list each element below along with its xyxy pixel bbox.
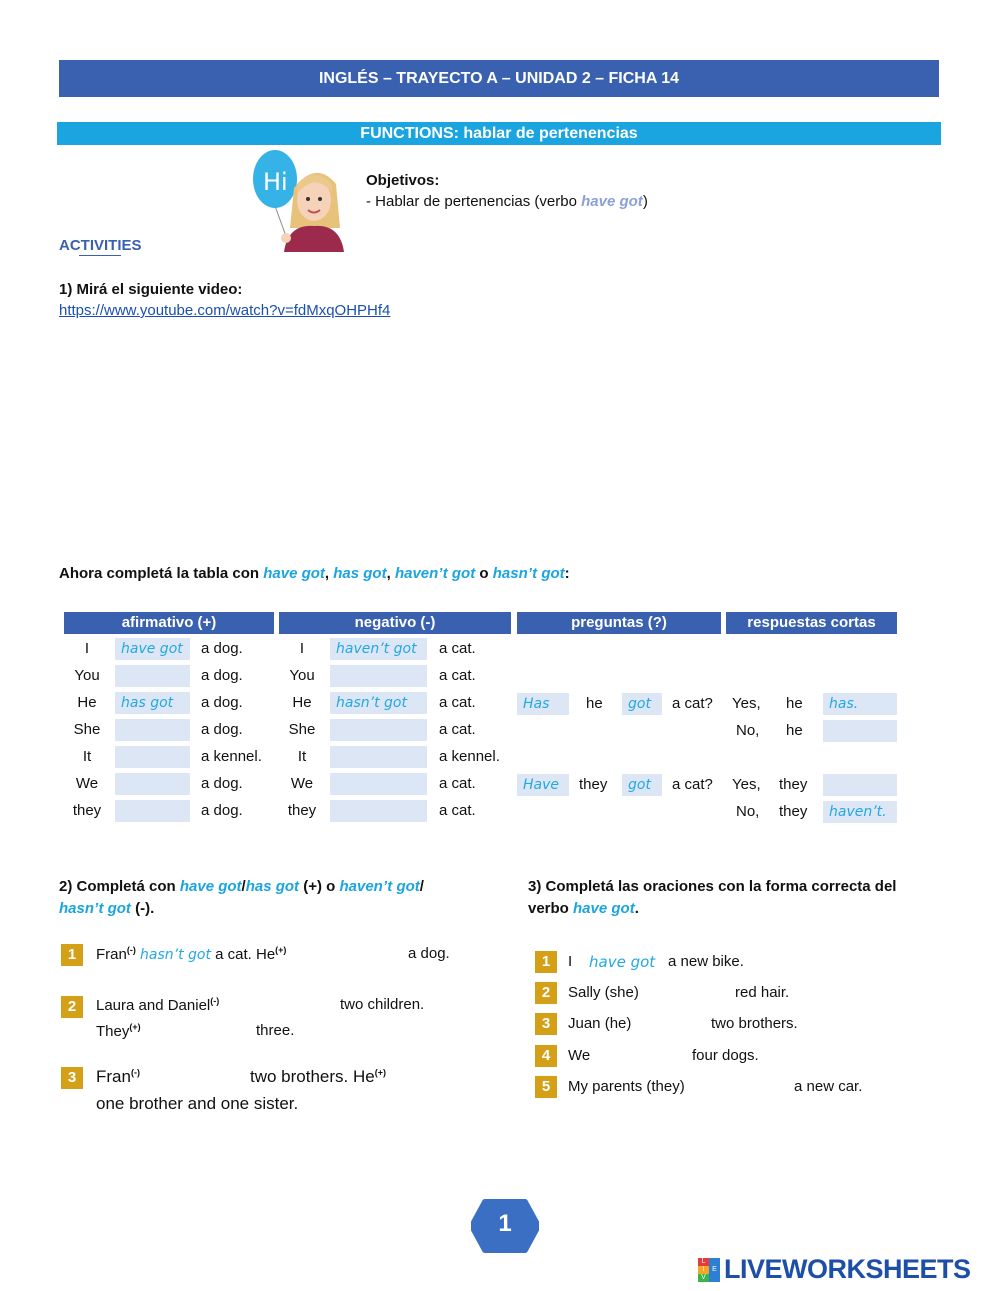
functions-banner: FUNCTIONS: hablar de pertenencias: [57, 122, 941, 145]
balloon-text: Hi: [263, 168, 288, 196]
aff-subject: She: [73, 721, 101, 738]
objetivos-text: [366, 193, 648, 210]
ex2-item2-c: They: [96, 1023, 130, 1040]
aff-subject: It: [82, 748, 92, 765]
instr-c2: ,: [386, 565, 395, 582]
ex2-s1: /: [241, 878, 246, 895]
aff-subject: We: [75, 775, 99, 792]
ex3-rest: a new bike.: [668, 953, 744, 970]
ex3-subject: Sally (she): [568, 984, 639, 1001]
question-aux-input[interactable]: Has: [517, 693, 569, 715]
ex2-item2-a: Laura and Daniel: [96, 997, 211, 1014]
ex2-item1-a: Fran: [96, 946, 127, 963]
badge-l: L: [698, 1258, 709, 1266]
page-title: INGLÉS – TRAYECTO A – UNIDAD 2 – FICHA 14: [59, 60, 939, 97]
short-answer-subject: he: [786, 695, 803, 712]
aff-object: a dog.: [201, 667, 243, 684]
aff-input[interactable]: [115, 773, 190, 795]
neg-input[interactable]: [330, 665, 427, 687]
aff-subject: I: [84, 640, 90, 657]
ex3-rest: a new car.: [794, 1078, 863, 1095]
neg-answer: hasn’t got: [336, 695, 407, 711]
short-answer-subject: they: [779, 803, 808, 820]
short-answer-subject: they: [779, 776, 808, 793]
neg-input[interactable]: [330, 638, 427, 660]
ex2-item1-sup2: (+): [275, 945, 287, 955]
ex2-w2: has got: [245, 878, 300, 895]
objetivos-body: - Hablar de pertenencias (verbo: [366, 193, 582, 210]
instr-or: o: [475, 565, 493, 582]
ex2-w1: have got: [179, 878, 242, 895]
short-answer-subject: he: [786, 722, 803, 739]
ex3-subject: My parents (they): [568, 1078, 685, 1095]
objetivos-highlight: have got: [581, 193, 643, 210]
ex2-t2: (+) o: [299, 878, 340, 895]
ex3-subject: Juan (he): [568, 1015, 632, 1032]
neg-answer: haven’t got: [336, 641, 417, 657]
ex3-w: have got: [573, 900, 635, 917]
ex3-number-2: 2: [535, 982, 557, 1004]
ex3-rest: red hair.: [735, 984, 790, 1001]
ex2-item3-sup2: (+): [374, 1067, 386, 1078]
ex3-answer-input[interactable]: have got: [589, 953, 656, 971]
aff-subject: You: [74, 667, 100, 684]
badge-e: E: [709, 1258, 720, 1282]
ex3-t1: 3) Completá las oraciones con la forma correcta del: [528, 878, 897, 895]
aff-answer: has got: [121, 695, 174, 711]
instr-w3: haven’t got: [394, 565, 476, 582]
ex2-answer-input[interactable]: hasn’t got: [140, 947, 211, 963]
ex3-number-4: 4: [535, 1045, 557, 1067]
neg-object: a cat.: [439, 667, 476, 684]
ex2-item2-sup2: (+): [129, 1022, 141, 1032]
ex3-number-3: 3: [535, 1013, 557, 1035]
neg-object: a cat.: [439, 640, 476, 657]
liveworksheets-logo-icon: [698, 1258, 720, 1282]
short-answer-input[interactable]: [823, 720, 897, 742]
short-answer-input[interactable]: haven’t.: [823, 801, 897, 823]
aff-subject: He: [77, 694, 97, 711]
ex2-item-3-c: one brother and one sister.: [96, 1094, 299, 1113]
table-instruction: [59, 565, 570, 582]
ex2-item-2: [96, 996, 219, 1014]
instr-w1: have got: [263, 565, 325, 582]
aff-input[interactable]: [115, 692, 190, 714]
short-answer-yn: Yes,: [732, 695, 761, 712]
question-subject: he: [586, 695, 603, 712]
instr-prefix: Ahora completá la tabla con: [59, 565, 264, 582]
question-object: a cat?: [672, 695, 713, 712]
aff-answer: have got: [121, 641, 183, 657]
neg-object: a cat.: [439, 802, 476, 819]
ex3-rest: two brothers.: [711, 1015, 798, 1032]
aff-input[interactable]: [115, 746, 190, 768]
ex2-number-1: 1: [61, 944, 83, 966]
instr-c1: ,: [324, 565, 334, 582]
activities-underline: [79, 255, 121, 256]
ex2-item3-a: Fran: [96, 1067, 131, 1086]
question-verb-input[interactable]: got: [622, 774, 662, 796]
badge-i: I: [698, 1266, 709, 1274]
neg-object: a kennel.: [439, 748, 500, 765]
ex2-item-2-line2: [96, 1022, 141, 1040]
neg-input[interactable]: [330, 800, 427, 822]
neg-subject: You: [289, 667, 315, 684]
ex3-number-5: 5: [535, 1076, 557, 1098]
header-negativo: negativo (-): [279, 612, 511, 634]
question-verb-input[interactable]: got: [622, 693, 662, 715]
ex3-t2: verbo: [528, 900, 574, 917]
short-answer-yn: No,: [736, 803, 760, 820]
ex2-title: [59, 876, 469, 920]
ex3-t3: .: [634, 900, 639, 917]
header-preguntas: preguntas (?): [517, 612, 721, 634]
aff-input[interactable]: [115, 719, 190, 741]
ex3-subject: I: [568, 953, 573, 970]
short-answer-yn: Yes,: [732, 776, 761, 793]
ex2-s2: /: [419, 878, 424, 895]
ex2-w3: haven’t got: [339, 878, 420, 895]
girl-with-balloon-illustration: [248, 148, 348, 252]
aff-object: a dog.: [201, 721, 243, 738]
ex3-subject: We: [568, 1047, 591, 1064]
aff-object: a dog.: [201, 694, 243, 711]
header-respuestas: respuestas cortas: [726, 612, 897, 634]
ex2-item3-sup1: (-): [130, 1067, 140, 1078]
ex3-title: [528, 876, 928, 920]
question-subject: they: [579, 776, 608, 793]
youtube-link[interactable]: https://www.youtube.com/watch?v=fdMxqOHPHf4: [59, 302, 391, 319]
short-answer-input[interactable]: has.: [823, 693, 897, 715]
badge-v: V: [698, 1274, 709, 1282]
instr-w2: has got: [333, 565, 387, 582]
ex2-item-1-end: a dog.: [408, 945, 450, 962]
ex2-item-2-b: two children.: [340, 996, 425, 1013]
neg-subject: He: [292, 694, 312, 711]
aff-input[interactable]: [115, 665, 190, 687]
neg-subject: they: [287, 802, 317, 819]
aff-object: a dog.: [201, 775, 243, 792]
ex2-item-1: [96, 945, 286, 963]
ex2-t3: (-).: [130, 900, 155, 917]
neg-object: a cat.: [439, 694, 476, 711]
question-aux-input[interactable]: Have: [517, 774, 569, 796]
ex3-rest: four dogs.: [692, 1047, 759, 1064]
neg-subject: She: [288, 721, 316, 738]
aff-object: a dog.: [201, 640, 243, 657]
header-afirmativo: afirmativo (+): [64, 612, 274, 634]
short-answer-yn: No,: [736, 722, 760, 739]
neg-input[interactable]: [330, 746, 427, 768]
ex2-item3-b: two brothers. He: [250, 1067, 375, 1086]
neg-subject: I: [299, 640, 305, 657]
ex2-w4: hasn’t got: [59, 900, 131, 917]
ex1-title: 1) Mirá el siguiente video:: [59, 281, 243, 298]
neg-object: a cat.: [439, 775, 476, 792]
aff-object: a kennel.: [201, 748, 262, 765]
ex2-item-3-b: [250, 1067, 386, 1087]
ex2-t1: 2) Completá con: [59, 878, 180, 895]
short-answer-input[interactable]: [823, 774, 897, 796]
ex2-number-2: 2: [61, 996, 83, 1018]
aff-input[interactable]: [115, 800, 190, 822]
ex2-item-2-d: three.: [256, 1022, 295, 1039]
instr-end: :: [564, 565, 570, 582]
ex2-number-3: 3: [61, 1067, 83, 1089]
page-number: 1: [498, 1210, 512, 1237]
ex2-item1-sup1: (-): [126, 945, 136, 955]
neg-input[interactable]: [330, 719, 427, 741]
objetivos-end: ): [642, 193, 648, 210]
ex3-number-1: 1: [535, 951, 557, 973]
aff-subject: they: [72, 802, 102, 819]
instr-w4: hasn’t got: [492, 565, 565, 582]
neg-subject: We: [290, 775, 314, 792]
activities-heading: ACTIVITIES: [59, 237, 142, 254]
neg-input[interactable]: [330, 773, 427, 795]
ex2-item2-sup1: (-): [210, 996, 220, 1006]
ex2-item-3: [96, 1067, 140, 1087]
brand-name: LIVEWORKSHEETS: [724, 1254, 971, 1284]
neg-input[interactable]: [330, 692, 427, 714]
neg-object: a cat.: [439, 721, 476, 738]
aff-input[interactable]: [115, 638, 190, 660]
aff-object: a dog.: [201, 802, 243, 819]
objetivos-label: Objetivos:: [366, 172, 440, 189]
neg-subject: It: [297, 748, 307, 765]
ex2-item1-b: a cat. He: [215, 946, 276, 963]
question-object: a cat?: [672, 776, 713, 793]
